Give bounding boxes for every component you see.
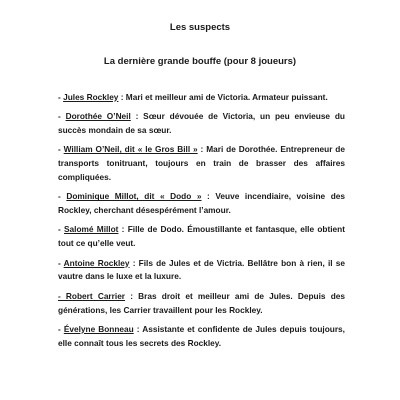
suspect-description: : Bras droit et meilleur ami de Jules. Depuis des générations, les Carrier travaillent pour les Rockley. [58,290,345,315]
suspect-description: : Sœur dévouée de Victoria, un peu envieuse du succès mondain de sa sœur. [58,111,345,136]
suspect-description: : Fille de Dodo. Émoustillante et fantasque, elle obtient tout ce qu’elle veut. [58,224,345,249]
entry-prefix: - [58,144,64,155]
document-title: Les suspects [169,22,231,33]
suspect-name: - Robert Carrier [58,290,126,301]
suspect-entry [58,190,345,218]
suspect-name: Évelyne Bonneau [63,323,134,334]
suspect-description: : Assistante et confidente de Jules depuis toujours, elle connaît tous les secrets des Rockley. [58,323,345,348]
entry-prefix: - [58,224,65,235]
suspect-name: Salomé Millot [64,224,119,235]
suspect-description: : Veuve incendiaire, voisine des Rockley, cherchant désespérément l’amour. [58,191,345,216]
suspect-description: : Fils de Jules et de Victria. Bellâtre bon à rien, il se vautre dans le luxe et la luxure. [58,257,345,282]
suspect-name: Dorothée O’Neil [65,111,131,122]
entry-prefix: - [58,257,64,268]
suspect-entry [58,323,345,351]
suspect-entry [58,223,345,251]
suspect-name: Antoine Rockley [63,257,130,268]
entry-prefix: - [58,111,66,122]
suspect-entry [58,290,345,318]
suspect-entry [58,143,345,185]
suspect-list [58,91,345,351]
suspect-name: William O’Neil, dit « le Gros Bill » [63,144,198,155]
suspect-entry [58,257,345,285]
suspect-description: : Mari de Dorothée. Entrepreneur de transports tonitruant, toujours en train de brasser des affaires compliquées. [58,144,345,183]
suspect-entry [58,91,345,105]
document-subtitle: La dernière grande bouffe (pour 8 joueurs) [103,56,297,67]
suspect-entry [58,110,345,138]
suspect-name: Jules Rockley [63,92,119,102]
entry-prefix: - [58,92,64,102]
suspect-name: Dominique Millot, dit « Dodo » [66,191,202,202]
entry-prefix: - [58,191,67,202]
suspect-description: : Mari et meilleur ami de Victoria. Armateur puissant. [118,92,328,102]
entry-prefix: - [58,323,64,334]
